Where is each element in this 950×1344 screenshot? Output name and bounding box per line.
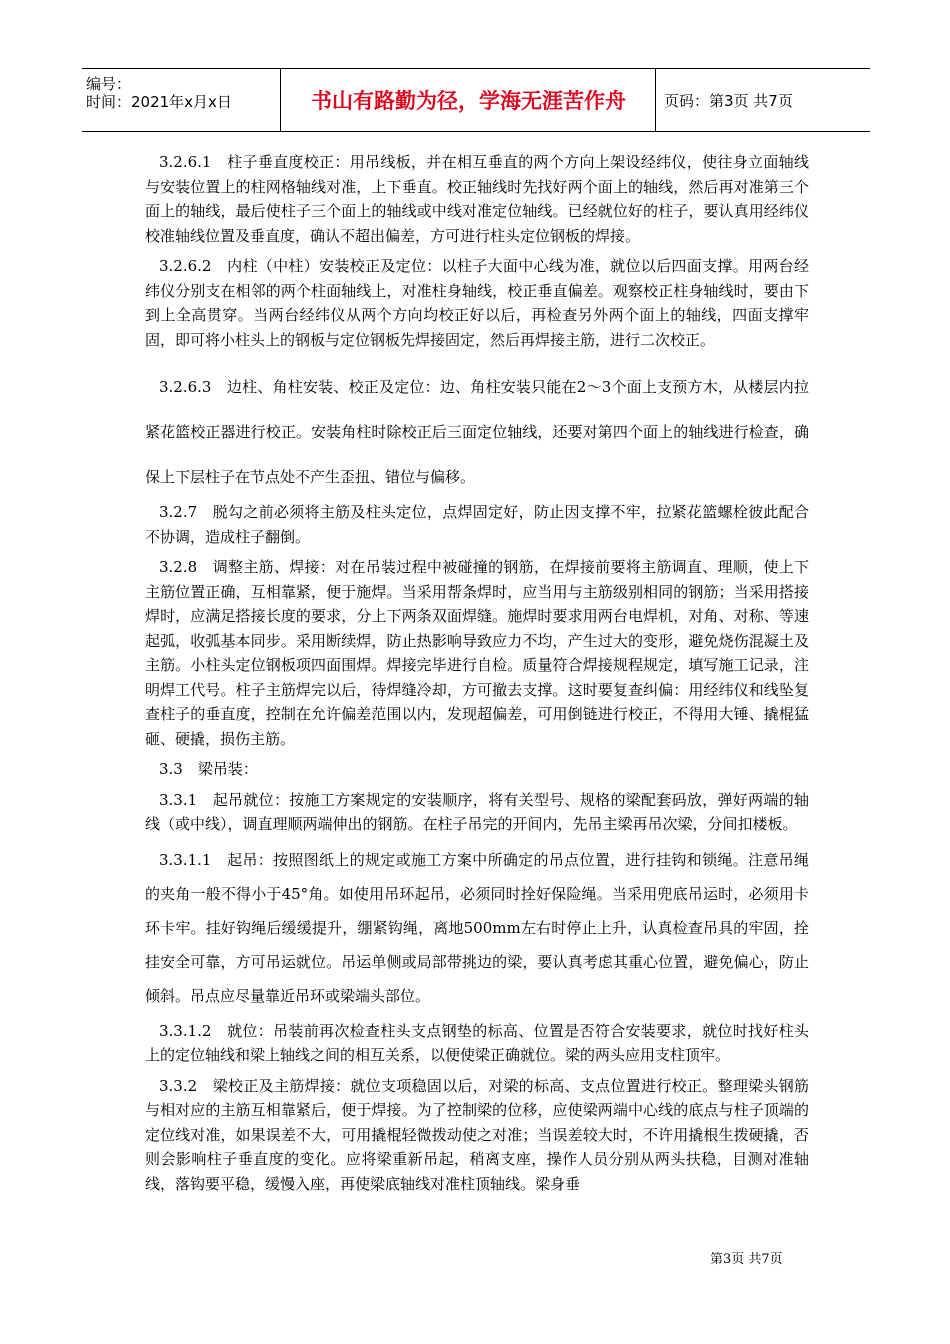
- header-motto: 书山有路勤为径，学海无涯苦作舟: [282, 69, 656, 131]
- header-meta: [82, 69, 281, 131]
- document-header: [82, 68, 870, 132]
- section-3-3-heading: 3.3 梁吊装：: [159, 760, 258, 778]
- document-date-label: 时间：2021年x月x日: [86, 93, 232, 111]
- paragraph-3-3-1-1: 3.3.1.1 起吊：按照图纸上的规定或施工方案中所确定的吊点位置，进行挂钩和锁绳。注意吊绳的夹角一般不得小于45°角。如使用吊环起吊，必须同时拴好保险绳。当采用兜底吊运时，必须用卡环卡牢。挂好钩绳后缓缓提升，绷紧钩绳，离地500mm左右时停止上升，认真检查吊具的牢固，拴挂安全可靠，方可吊运就位。吊运单侧或局部带挑边的梁，要认真考虑其重心位置，避免偏心，防止倾斜。吊点应尽量靠近吊环或梁端头部位。: [145, 850, 809, 1005]
- paragraph-3-3-2: 3.3.2 梁校正及主筋焊接：就位支项稳固以后，对梁的标高、支点位置进行校正。整理梁头钢筋与相对应的主筋互相靠紧后，便于焊接。为了控制梁的位移，应使梁两端中心线的底点与柱子顶端的定位线对准，如果误差不大，可用撬棍轻微拨动使之对准；当误差较大时，不许用撬根生拨硬撬，否则会影响柱子垂直度的变化。应将梁重新吊起，稍离支座，操作人员分别从两头扶稳，目测对准轴线，落钩要平稳，缓慢入座，再使梁底轴线对准柱顶轴线。梁身垂: [145, 1076, 809, 1193]
- document-body: [145, 150, 809, 1196]
- document-number-label: 编号：: [86, 75, 132, 93]
- paragraph-3-2-6-3: [145, 365, 809, 500]
- paragraph-3-2-6-3-text: 3.2.6.3 边柱、角柱安装、校正及定位：边、角柱安装只能在2～3个面上支预方木，从楼层内拉紧花篮校正器进行校正。安装角柱时除校正后三面定位轴线，还要对第四个面上的轴线进行检查，确保上下层柱子在节点处不产生歪扭、错位与偏移。: [145, 378, 809, 486]
- page-footer: 第3页 共7页: [710, 1252, 783, 1267]
- paragraph-3-2-6-1: 3.2.6.1 柱子垂直度校正：用吊线板，并在相互垂直的两个方向上架设经纬仪，使往身立面轴线与安装位置上的柱网格轴线对准，上下垂直。校正轴线时先找好两个面上的轴线，然后再对准第三个面上的轴线，最后使柱子三个面上的轴线或中线对准定位轴线。已经就位好的柱子，要认真用经纬仪校准轴线位置及垂直度，确认不超出偏差，方可进行柱头定位钢板的焊接。: [145, 153, 809, 245]
- header-page-code: 页码：第3页 共7页: [664, 91, 793, 110]
- paragraph-3-3-1: 3.3.1 起吊就位：按施工方案规定的安装顺序，将有关型号、规格的梁配套码放，弹好两端的轴线（或中线），调直理顺两端伸出的钢筋。在柱子吊完的开间内，先吊主梁再吊次梁，分间扣楼板。: [145, 790, 809, 833]
- paragraph-3-2-8: 3.2.8 调整主筋、焊接：对在吊装过程中被碰撞的钢筋，在焊接前要将主筋调直、理顺，使上下主筋位置正确，互相靠紧，便于施焊。当采用帮条焊时，应当用与主筋级别相同的钢筋；当采用搭接焊时，应满足搭接长度的要求，分上下两条双面焊缝。施焊时要求用两台电焊机，对角、对称、等速起弧，收弧基本同步。采用断续焊，防止热影响导致应力不均，产生过大的变形，避免烧伤混凝土及主筋。小柱头定位钢板项四面围焊。焊接完毕进行自检。质量符合焊接规程规定，填写施工记录，注明焊工代号。柱子主筋焊完以后，待焊缝冷却，方可撤去支撑。这时要复查纠偏：用经纬仪和线坠复查柱子的垂直度，控制在允许偏差范围以内，发现超偏差，可用倒链进行校正，不得用大锤、撬棍猛砸、硬撬，损伤主筋。: [145, 558, 809, 748]
- paragraph-3-3-1-2: 3.3.1.2 就位：吊装前再次检查柱头支点钢垫的标高、位置是否符合安装要求，就位时找好柱头上的定位轴线和梁上轴线之间的相互关系，以便使梁正确就位。梁的两头应用支柱顶牢。: [145, 1021, 809, 1064]
- paragraph-3-2-6-2: 3.2.6.2 内柱（中柱）安装校正及定位：以柱子大面中心线为准，就位以后四面支撑。用两台经纬仪分别支在相邻的两个柱面轴线上，对准柱身轴线，校正垂直偏差。观察校正柱身轴线时，要由下到上全高贯穿。当两台经纬仪从两个方向均校正好以后，再检查另外两个面上的轴线，四面支撑牢固，即可将小柱头上的钢板与定位钢板先焊接固定，然后再焊接主筋，进行二次校正。: [145, 257, 809, 349]
- paragraph-3-2-7: 3.2.7 脱勾之前必须将主筋及柱头定位，点焊固定好，防止因支撑不牢，拉紧花篮螺栓彼此配合不协调，造成柱子翻倒。: [145, 503, 809, 546]
